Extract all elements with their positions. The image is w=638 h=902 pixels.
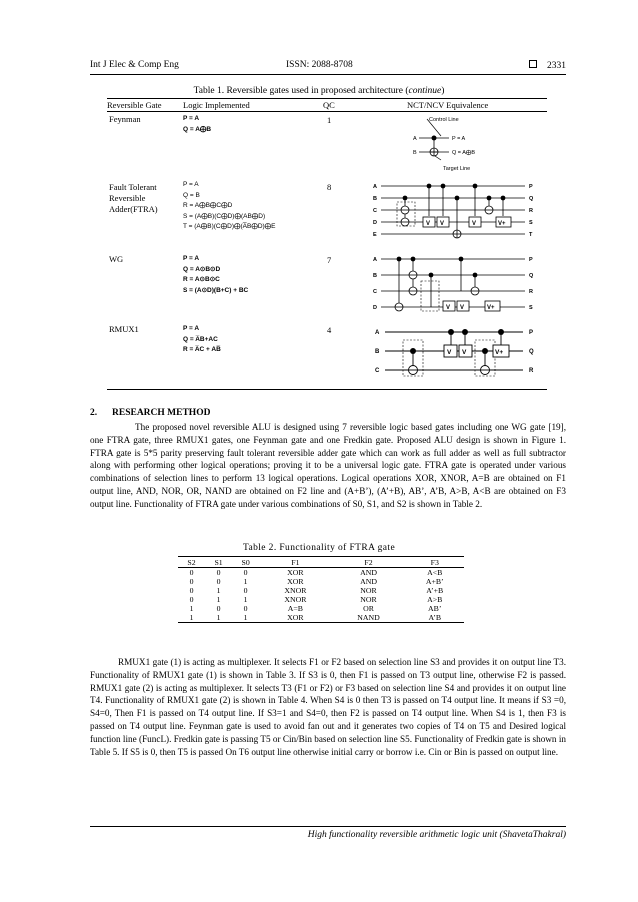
svg-text:C: C [375,368,380,374]
quantum-cost: 1 [327,115,332,125]
page-number: 2331 [547,61,566,71]
section-heading: 2. RESEARCH METHOD [90,408,211,418]
svg-text:R: R [529,208,533,214]
svg-text:T: T [529,232,533,238]
logic-expressions: P = A Q = A̅B+AC R = A̅C + AB̅ [183,325,221,353]
svg-text:V: V [462,349,467,356]
svg-text:E: E [373,232,377,238]
logic-expressions: P = A Q = A⨁B [183,115,212,133]
table-row: 0 0 0 XOR AND A<B [189,568,443,577]
table-row: 1 1 1 XOR NAND A’B [178,613,464,623]
svg-text:A: A [373,257,377,263]
svg-text:B: B [373,273,377,279]
col-header: NCT/NCV Equivalence [407,100,489,110]
table-row: 0 1 1 XNOR NOR A>B [189,595,443,604]
svg-text:A: A [413,136,417,142]
svg-text:P: P [529,330,534,336]
svg-text:V: V [460,305,465,311]
svg-text:A: A [373,184,377,190]
svg-text:Q: Q [529,349,534,355]
gate-name: Feynman [109,114,141,124]
svg-text:C: C [373,289,377,295]
table1-header [107,98,547,112]
svg-text:D: D [373,220,377,226]
footer-rule [90,826,566,827]
svg-text:V: V [447,349,452,356]
logic-expressions: P = A Q = A⊙B⊙D R = A⊙B⊙C S = (A⊙D)(B+C) + BC [183,255,249,294]
svg-text:P: P [529,257,533,263]
svg-text:D: D [373,305,377,311]
quantum-cost: 8 [327,182,332,192]
svg-text:V+: V+ [487,305,495,311]
svg-text:V: V [426,221,431,227]
svg-text:S: S [529,220,533,226]
gate-name: Fault Tolerant Reversible Adder(FTRA) [109,182,158,214]
table-row: 1 0 0 A=B OR AB’ [189,604,442,613]
rmux1-diagram [369,326,549,382]
svg-text:R: R [529,368,534,374]
quantum-cost: 4 [327,325,332,335]
svg-text:A: A [375,330,380,336]
table2-caption: Table 2. Functionality of FTRA gate [242,543,396,553]
quantum-cost: 7 [327,255,332,265]
svg-text:B: B [373,196,377,202]
logic-expressions: P = A Q = B R = A⨁B⨁C⨁D S = (A⨁B)(C⨁D)⨁(AB⨁D) T = (A⨁B)(C⨁D)⨁(A̅B⨁D)⨁E [183,181,276,230]
svg-text:V+: V+ [498,221,506,227]
svg-text:P: P [529,184,533,190]
svg-text:V+: V+ [495,349,504,356]
svg-text:Q = A⨁B: Q = A⨁B [452,150,476,156]
paragraph: The proposed novel reversible ALU is designed using 7 reversible logic based gates including one WG gate [19], one FTRA gate, three RMUX1 gates, one Feynman gate and one Fredkin gate. Proposed ALU design is shown in Figure 1. FTRA gate is 5*5 parity preserving fault tolerant reversible adder gate which can work as full adder as well as full subtractor along with performing other logical operations; proving it to be a universal logic gate. FTRA gate is operated under various combinations of selection lines to perform 13 logical operations. Logical operations XOR, XNOR, A=B are obtained on F1 output line, AND, NOR, OR, NAND are obtained on F2 line and (A+B’), (A’+B), AB’, A’B, A>B, A<B are obtained on F3 output line. Functionality of FTRA gate under various combinations of S0, S1, and S2 is shown in Table 2. [90,422,566,509]
svg-text:Target Line: Target Line [443,166,471,172]
svg-text:B: B [375,349,380,355]
gate-name: RMUX1 [109,324,139,334]
svg-text:V: V [472,221,477,227]
svg-text:P = A: P = A [452,136,466,142]
paragraph: RMUX1 gate (1) is acting as multiplexer. It selects F1 or F2 based on selection line S3 and provides it on output line T3. Functionality of RMUX1 gate (1) is shown in Table 3. If S3 is 0, then F1 is passed on T3 output line, otherwise F2 is passed. RMUX1 gate (2) is acting as multiplexer. It selects T3 (F1 or F2) or F3 based on selection line S4 and provides it on output line T4. Functionality of RMUX1 gate (2) is shown in Table 4. When S4 is 0 then T3 is passed on T4 output line. It means if S3 =0, S4=0, Then F1 is passed on T4 output line. If S3=1 and S4=0, then F2 is passed on T4 output line. When S4 is 1, then F3 is passed on T4 output line. Feynman gate is used to avoid fan out and it generates two copies of T4 on T5 and Desired logical function line (FuncL). Fredkin gate is passing T5 or Cin/Bin based on selection line S5. Functionality of Fredkin gate is shown in Table 5. If S5 is 0, then T5 is passed On T6 output line otherwise initial carry or borrow i.e. Cin or Bin is passed on output line. [90,657,566,757]
svg-text:V: V [446,305,451,311]
header-rule [90,74,566,75]
table1-bottom-rule [107,389,547,390]
svg-text:S: S [529,305,533,311]
col-header: Logic Implemented [183,100,250,110]
svg-text:C: C [373,208,377,214]
svg-text:Q: Q [529,273,534,279]
ftra-diagram [369,180,549,246]
table-header-row: S2 S1 S0 F1 F2 F3 [178,557,464,568]
svg-text:B: B [413,150,417,156]
running-footer: High functionality reversible arithmetic logic unit (ShavetaThakral) [307,830,566,840]
checkbox-icon [529,60,537,68]
wg-diagram [369,253,549,319]
col-header: QC [323,100,335,110]
table1-caption: Table 1. Reversible gates used in proposed architecture (continue) [193,86,445,96]
gate-name: WG [109,254,124,264]
table-row: 0 1 0 XNOR NOR A’+B [189,586,444,595]
table-row: 0 0 1 XOR AND A+B’ [189,577,444,586]
svg-text:R: R [529,289,533,295]
table2 [178,556,464,623]
issn: ISSN: 2088-8708 [286,60,353,70]
svg-text:V: V [440,221,445,227]
col-header: Reversible Gate [107,100,162,110]
feynman-diagram [397,114,547,176]
svg-text:Q: Q [529,196,534,202]
svg-text:Control Line: Control Line [429,117,459,123]
journal-name: Int J Elec & Comp Eng [90,60,179,70]
